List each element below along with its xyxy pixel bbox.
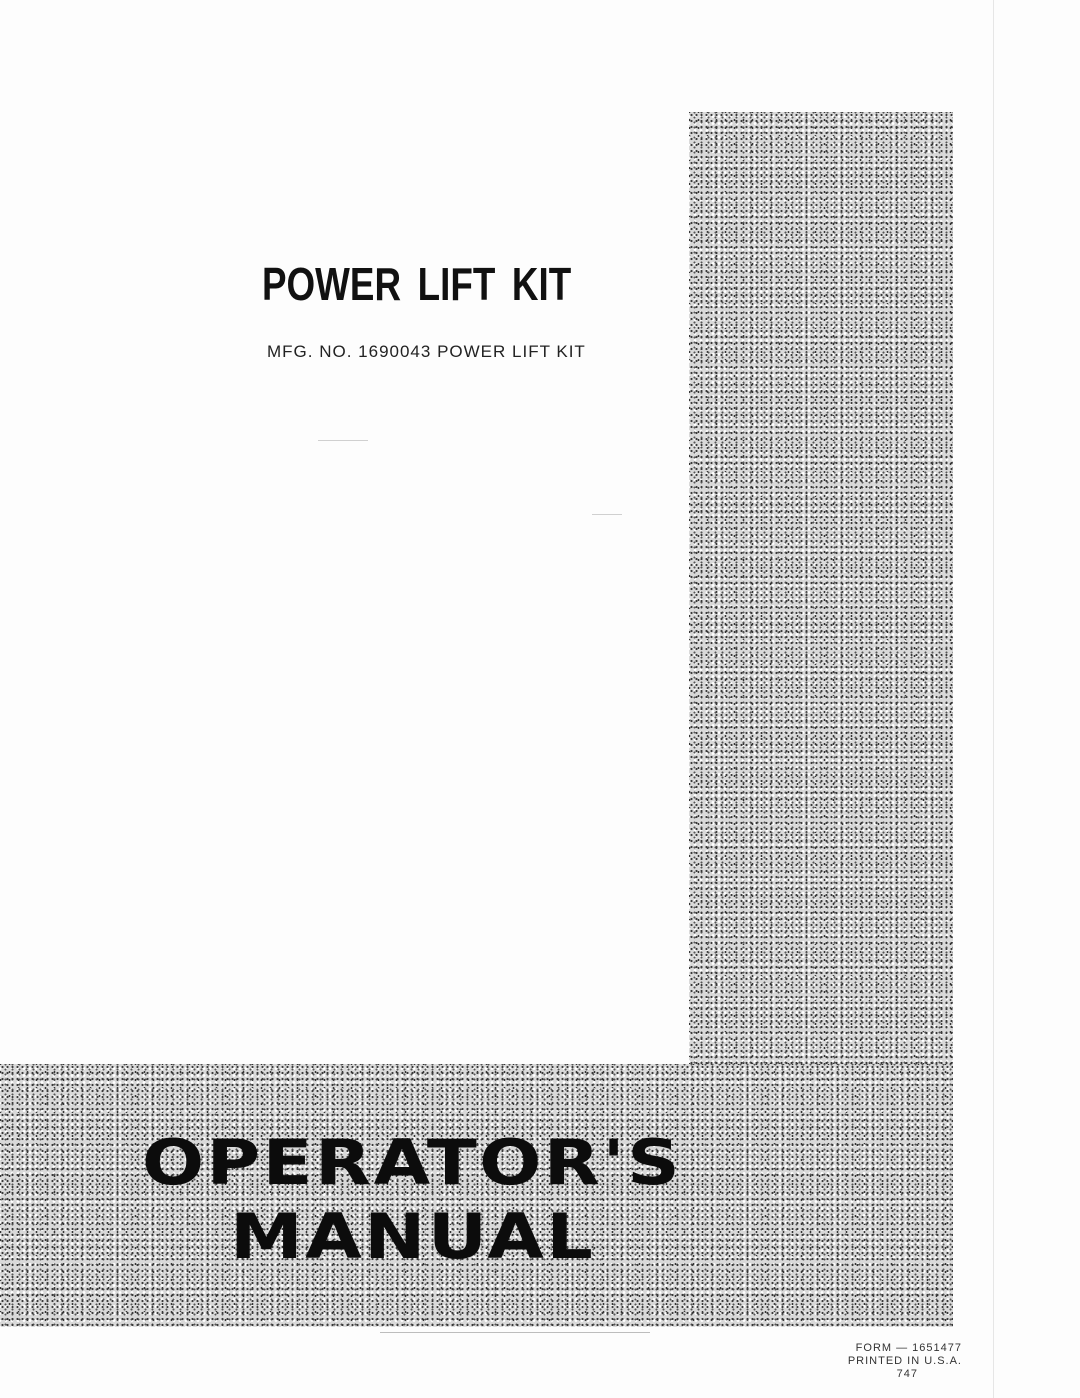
model-number-subtitle: MFG. NO. 1690043 POWER LIFT KIT bbox=[267, 342, 586, 361]
page-edge-line bbox=[993, 0, 994, 1398]
scan-mark bbox=[592, 514, 622, 515]
page-title: POWER LIFT KIT bbox=[262, 258, 572, 310]
printed-in: PRINTED IN U.S.A. bbox=[847, 1355, 962, 1367]
scan-mark bbox=[318, 440, 368, 441]
bottom-rule bbox=[380, 1332, 650, 1333]
form-number: FORM — 1651477 bbox=[855, 1342, 962, 1354]
banner-operators: OPERATOR'S bbox=[142, 1126, 683, 1199]
banner-manual: MANUAL bbox=[230, 1200, 596, 1273]
form-info bbox=[848, 1342, 962, 1381]
print-code: 747 bbox=[896, 1368, 918, 1380]
